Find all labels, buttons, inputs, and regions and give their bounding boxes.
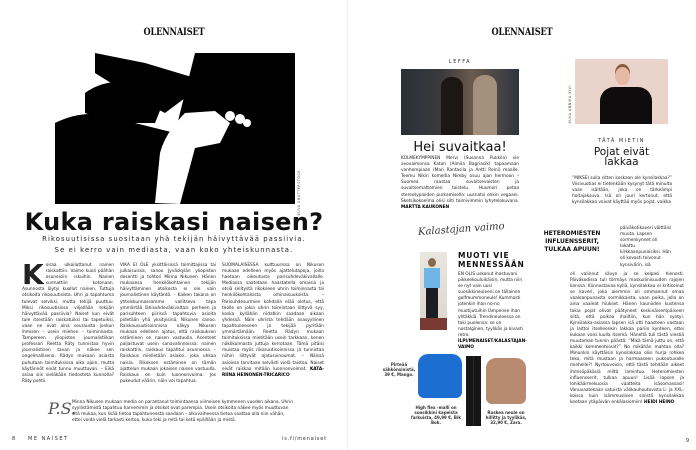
ps-text: Minna Nikusen mukaan media on parantanut toimintaansa viimeisen kymmenen vuoden aikana. Uhrin syyllistämistä tapahtuu harvemmin ja otsikot ovat parempia. Usein otsikoita näkee myös muuttuvan sitä mukaa, kun lisää tietoa tapahtuneesta saadaan – alkuvaiheessa tietoa saattaa olla niin vähän, ettei voida vielä tarkasti kertoa, kuka teki ja mitä tai ketä epäillään ja mistä. <box>72 400 293 424</box>
title-line: Pojat eivät <box>593 146 650 158</box>
article-column-1 <box>22 258 114 385</box>
quote-line: INFLUENSSERIT, <box>545 238 599 245</box>
column-text: oiraa ulkoiluttanut nainen raiskattiin. Vaimo kuoli päähän osuneisiin iskuihin. Nainen surmattiin kotonaan. Asunnosta löytyi kuollut nainen. Tuttuja otsikoita rikosuutisista. Uhri ja tapahtuma tulevat selviksi, mutta tekijä puuttuu. Miksi rikosuutisissa viljellään tekijän häivyttävää passiivia? Naiset kun eivät tule itsestään raiskatuiksi tai tapetuiksi, vaan ne ovat aina seurausta jonkun ihmisen – usein miehen – toiminnasta. Tampereen yliopiston journalistiikan professori Reetta Räty tunnistaa hyvin journalistisen tavan ja näkee sen ongelmallisena. Rädyn mukaan asiasta puhutaan toimituksissa aika ajoin, mutta käytännöt eivät tunnu muuttuvan. – Eikä asiaa siis vieläkään tiedosteta kunnolla? Räty pohtii. <box>22 263 114 384</box>
column-text: SUOMALAISESSA kulttuurissa on Nikusen mukaan edelleen myös ajattelutapoja, joilla haetaan oikeutusta parisuhdeväkivallalle. Mediassa saatetaan haastatella omaisia ja etsiä selitystä rikokseen uhrin toiminnasta tai henkilökohtaisista ominaisuuksista. – Parisuhdesurmien kohdalla elää oletus, että teolle on jokin uhrin toimintaan liittyvä syy, koska kyllähän riidatkin saadaan aikaan yhdessä. Näin uhrista tehdään osasyyllinen tapahtuneeseen ja tekijää pyritään ymmärtämään. Reetta Rädyn mukaan toimituksissa mietitään usein tarkkaan, kenen näkökulmasta juttuja kerrotaan. Tämä pitäisi muistaa myös rikosuutisoinnissa ja tunnistaa niihin liittyvät ajatusvinoumat. – Näissä asioissa tarvitaan selvästi vielä taistoa. Naiset eivät raiskaa mitään luonnonvoimat. <box>222 263 324 372</box>
title-line: lakkaa <box>604 156 639 168</box>
blog-script-logo: Kalastajan vaimo <box>417 220 505 239</box>
film-title: Hei suvaitkaa! <box>413 140 507 155</box>
title-line: MUOTI VIE <box>458 251 510 260</box>
column-text: oli valinnut sävyn ja se kelpasi hienosti. Päiväkodissa tuli törmäys maskuliinisuuden rajojen kanssa. Kiinnostavaa kyllä, kynsilakkaa ei kritisoinut se kaveri, joka aiemmin oli ommannut omaa vaaleanpunaista sormikkaista, vaan poika, jolla on aina vaaleat hiukset. Hänen kauniiden kustensa takia pojat olivat päätyneet keskinäisempäiseen siitä, että poikaa ihailtiin, kun hän syntyi. Kynsilakka-asiassa lapsen isä otti haasteen vastaan ja laittoi itselleenkin lakkaa pariin kynteen, ettei kukaan voisi luulla itsemä. Häneltä tuli tästä viestiä muutaman tunnin päästä: ”Mikä tämä juttu on, että kaikki kommentoivat?” No mikähän mahtaa olla? Minunkin käyttäisin kynsilakkaa olisi hurja rohkea teko, mitä mustaan ja harmaaseen pukeutuvalle miehelle?! Nyrtouvoisin, että tästä tehdään aikeet ihmisöpäkäsiä miltä lamintuo. Heteromiesten influensserit, tulkaa apuun! Lisää lapsen ja lohikäärmekuosia vaatteita isäsomassasi! Vanuvaatekaan satuista välikauhoutovista L- ja XXL-koissa kuin isämmuslisen sinistä kynsilakkaa koetaan ytäpäivän enkälasiomiin! <box>570 272 684 405</box>
fashion-title <box>458 252 525 269</box>
article-column-3 <box>222 263 324 379</box>
subtitle-line: Se ei kerro vain mediasta, vaan koko yhteiskunnasta. <box>54 246 294 254</box>
photo-credit: KUVA ANNIKA KIVI <box>568 85 572 124</box>
product-caption: High flex -malli on suosikkini kapeista farkuista, 49,99 €, Bik Bok. <box>410 405 461 425</box>
magazine-name: ME NAISET <box>28 436 69 442</box>
byline: MARTTA KAUKONEN <box>401 204 450 210</box>
blogger-photo <box>420 252 447 330</box>
black-jeans-image <box>466 356 481 426</box>
product-caption: Ruskea neule on hillitty ja tyylikäs, 32,90 €, Zara. <box>485 410 527 425</box>
page-number: 8 <box>12 436 17 442</box>
right-page <box>348 0 696 450</box>
section-logo: OLENNAISET <box>143 27 205 38</box>
byline: HEIDI HEINO <box>644 399 675 405</box>
brown-sweater-image <box>486 358 526 404</box>
quote-line: TULKAA APUUN! <box>544 246 600 253</box>
website-link[interactable]: is.fi/menaiset <box>282 436 327 442</box>
pull-quote <box>532 230 612 254</box>
film-kicker: LEFFA <box>448 59 472 65</box>
column-kicker: TÄTÄ MIETIN <box>597 138 646 144</box>
column-text-mid: päiväkotikaveri väittäisi muuta. Lapsen sormenkynnet oli lakattu kirkkaanpunaisiksi. Hän oli kovasti toivonut kynsivärin, isä <box>620 226 672 268</box>
review-text: KOLMEKYMPPINEN Mervi (Susanna Pukkila) vie avovaimonsa Katan (Almila Bagriacik) tapaamaan vanhempiaan (Mari Rantasila ja Antti Reini) maalle. Teemu Nikin komedia Nimby osuu ajan hermoon – Suomea raastaa suvaitsevaisten ja suvaitsemattomien taistelu. Huumori petaa stereotypioiden purkamisella: uusnatsi onkin vegaani. Sketsikokoelma olisi silti toimivimmin lyhytelokuvana. <box>401 156 519 204</box>
film-review <box>401 156 519 211</box>
section-logo: OLENNAISET <box>491 27 553 38</box>
film-still-photo <box>401 69 519 135</box>
ps-signature: P.S. <box>48 399 77 418</box>
column-text-top: ”MIKSEI sulla sitten koskaan ole kynsilakkaa?” Viisivuotias ei tietenkään kysynyt tätä minulta vaan isältään, joka on tärkeämpi hoitajaksuva. Isä oli juuri kertonut, että kynsilakkaa voivat käyttää myös pojat, vaikka <box>572 176 672 206</box>
title-line: MENNESSÄÄN <box>458 259 525 269</box>
article-subtitle <box>0 234 348 256</box>
fashion-body: EN OLIS uskonut ihastuvani pikkeekouluikäisin, mutta niin se nyt vain uusi suosikkineuleeni on tällainen golfmummoneule! Kummasti jotenkin ihan no-no muotijutuihin lämpenee ihan yhtäkkiä. Trendineuleessa on taki puolensa: se on nostalginen, tyylikäs ja kivasti retro. <box>458 272 523 338</box>
columnist-photo <box>575 59 668 124</box>
article-title: Kuka raiskasi naisen? <box>24 208 324 236</box>
page-number: 9 <box>686 438 691 444</box>
product-caption: Pirteää sähkönsinistä, 39 €, Mango. <box>382 362 416 377</box>
byline: ILPI/MENAISET/KALASTAJAN-VAIMO <box>458 339 527 351</box>
drop-cap: K <box>22 258 44 291</box>
quote-line: HETEROMIESTEN <box>543 230 601 237</box>
byline: KATA-RIINA HEINONEN-TRICARICO <box>222 366 324 378</box>
subtitle-line: Rikosuutisissa suositaan yhä tekijän häivyttävää passiivia. <box>42 235 306 243</box>
blue-sweater-image <box>418 354 462 398</box>
column-text-bottom <box>570 272 684 406</box>
fashion-text <box>458 272 526 351</box>
column-title <box>575 147 668 167</box>
hero-illustration <box>55 53 295 204</box>
photo-credit: KUVA SHUTTERSTOCK <box>297 170 301 216</box>
article-column-2: VIKA EI OLE yksittäisissä toimittajissa tai julkaisuissa, sanoo Jyväskylän yliopiston dosentti ja tohtori Minna Nikunen. Hänen mukaansa henkilökohtainen tekijän häivyttäminen otsikosta ei ole vain journalistinen käytäntö. – Kaiken takana on yhteiskunnassamme vallitseva tapa ymmärtää lähisuhdeväkivaltaa: perheen ja parisuhteen piirissä tapahtuvia asioita pidetään yhä yksityisinä, Nikunen sanoo. Raiskausuutisoinnissa näkyy Nikusen mukaan edelleen ajatus, että raiskauksen estäminen on naisen vastuulla. Asenteet paljastuvat usein sanavalinnoissa: nainen raiskattiin, raiskaus tapahtui asunnossa. – Raiskaus mielletään asiaksi, joka uhkaa naisia. Rikoksen estäminen on tämän ajattelun mukaan jokaisen naisen vastuulla. Raiskaus on kuin luonnonvoima. Jos pukeudut väärin, näin voi tapahtua. <box>120 263 216 384</box>
